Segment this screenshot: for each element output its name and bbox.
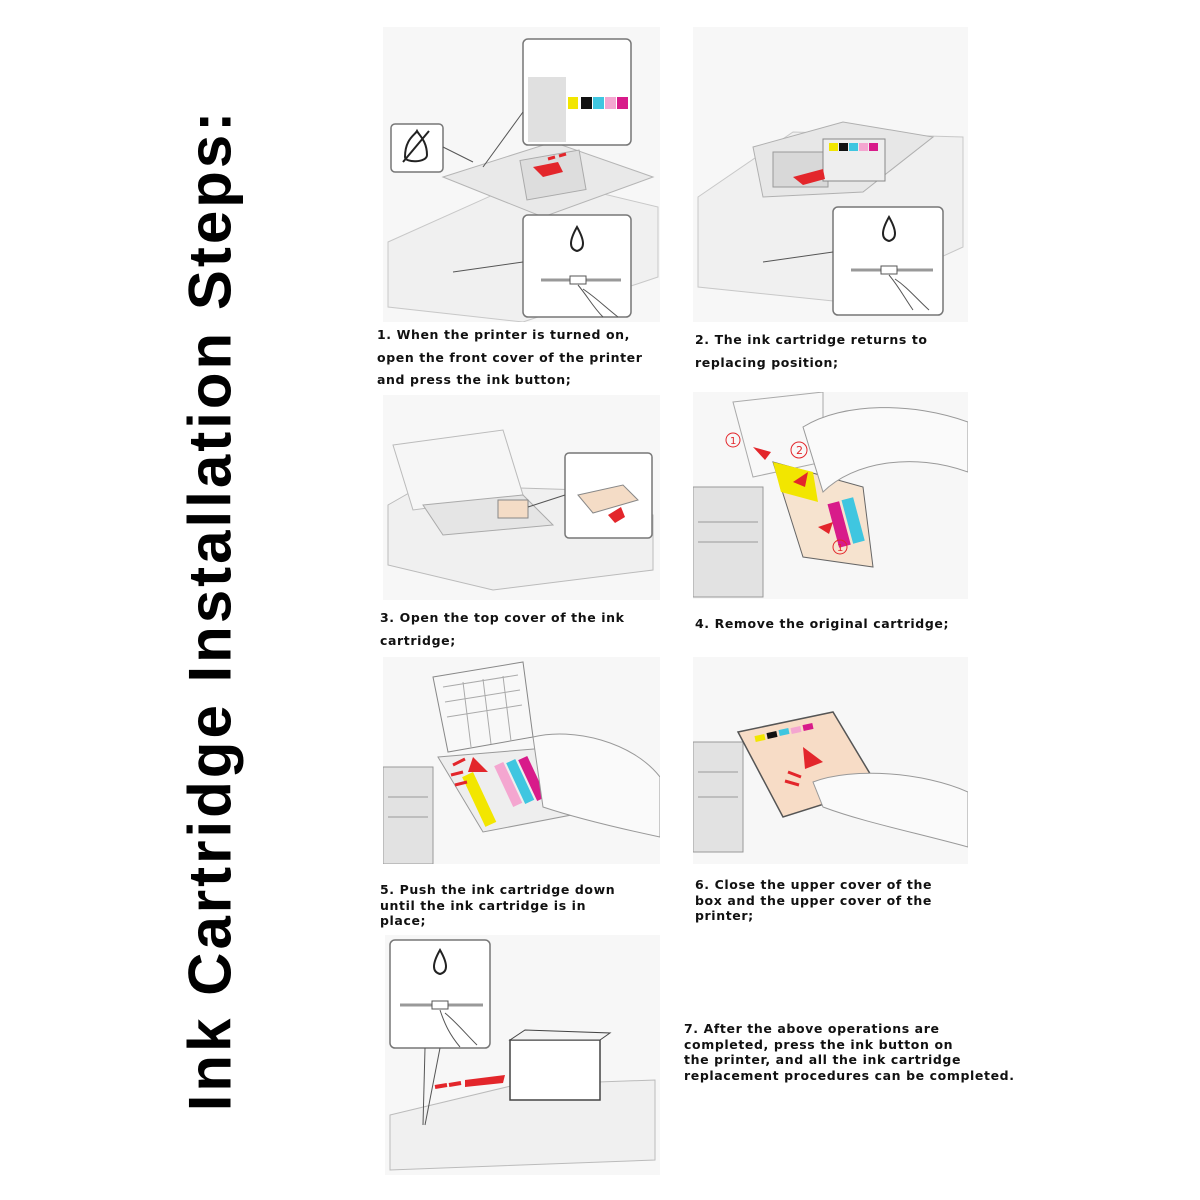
step-6-line-3: printer; (695, 908, 754, 923)
step-7-illustration (385, 935, 660, 1175)
step-5-illustration (383, 657, 660, 864)
open-top-cover-icon (383, 395, 660, 600)
step-1-line-2: open the front cover of the printer (377, 349, 643, 365)
step-3-illustration (383, 395, 660, 600)
step-3-caption (380, 607, 625, 652)
step-1-line-1: 1. When the printer is turned on, (377, 327, 631, 342)
step-5-line-1: 5. Push the ink cartridge down (380, 882, 616, 897)
step-6-caption (695, 877, 932, 924)
push-cartridge-icon (383, 657, 660, 864)
step-3-line-1: 3. Open the top cover of the ink (380, 610, 625, 625)
step-5-caption (380, 882, 615, 929)
step-3-line-2: cartridge; (380, 632, 456, 648)
page-title: Ink Cartridge Installation Steps: (176, 108, 244, 1112)
printer-front-cover-icon (383, 27, 660, 322)
title-container (170, 108, 250, 1112)
step-6-line-1: 6. Close the upper cover of the (695, 877, 933, 892)
callout-1: 1 (730, 436, 737, 447)
cartridge-carriage-icon (693, 27, 968, 322)
step-7-line-3: the printer, and all the ink cartridge (684, 1052, 962, 1067)
step-4-line-1: 4. Remove the original cartridge; (695, 616, 950, 631)
step-1-illustration (383, 27, 660, 322)
step-6-line-2: box and the upper cover of the (695, 892, 932, 908)
step-4-caption (695, 613, 949, 636)
remove-cartridge-icon (693, 392, 968, 599)
step-1-line-3: and press the ink button; (377, 372, 572, 387)
step-7-caption (684, 1021, 1015, 1083)
callout-3: 1 (837, 543, 844, 554)
press-ink-button-icon (385, 935, 660, 1175)
callout-2: 2 (796, 444, 803, 457)
step-5-line-2: until the ink cartridge is in (380, 897, 587, 913)
step-7-line-1: 7. After the above operations are (684, 1021, 940, 1036)
step-7-line-2: completed, press the ink button on (684, 1036, 954, 1052)
step-2-caption (695, 329, 928, 374)
step-1-caption (377, 324, 643, 392)
step-2-line-2: replacing position; (695, 354, 839, 370)
step-2-line-1: 2. The ink cartridge returns to (695, 332, 928, 347)
step-2-illustration (693, 27, 968, 322)
step-7-line-4: replacement procedures can be completed. (684, 1067, 1015, 1083)
step-6-illustration (693, 657, 968, 864)
step-5-line-3: place; (380, 913, 427, 928)
step-4-illustration (693, 392, 968, 599)
close-cover-icon (693, 657, 968, 864)
